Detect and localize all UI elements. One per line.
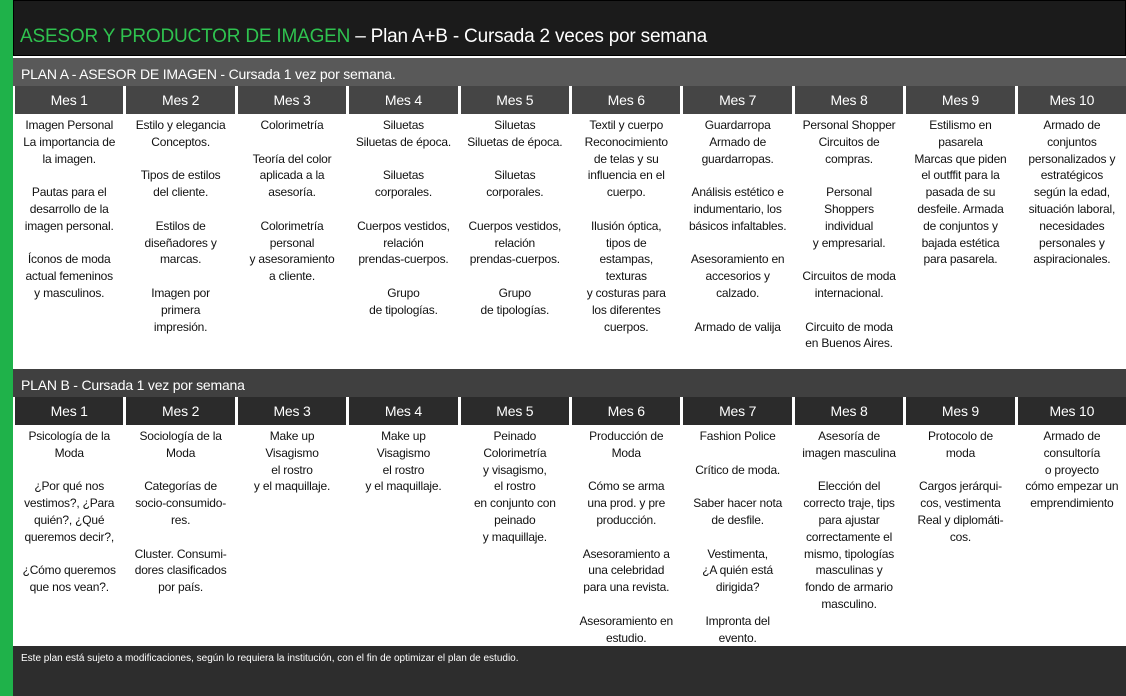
plan-a-content-5: Siluetas Siluetas de época. Siluetas corporales. Cuerpos vestidos, relación prendas-cuerpos. Grupo de tipologías. (467, 118, 563, 317)
plan-a-month-5: Mes 5 (461, 86, 569, 114)
plan-b-month-7: Mes 7 (683, 397, 791, 425)
plan-b-month-8: Mes 8 (795, 397, 903, 425)
plan-b-content-9: Protocolo de moda Cargos jerárqui- cos, vestimenta Real y diplomáti- cos. (917, 429, 1004, 544)
plan-b-month-1: Mes 1 (15, 397, 123, 425)
plan-a-month-4: Mes 4 (349, 86, 457, 114)
plan-a-month-2: Mes 2 (126, 86, 234, 114)
plan-a-content-6: Textil y cuerpo Reconocimiento de telas y su influencia en el cuerpo. Ilusión óptica, tipos de estampas, texturas y costuras para los diferentes cuerpos. (584, 118, 668, 334)
plan-a-content-4: Siluetas Siluetas de época. Siluetas corporales. Cuerpos vestidos, relación prendas-cuerpos. Grupo de tipologías. (355, 118, 451, 317)
plan-b-month-5: Mes 5 (461, 397, 569, 425)
plan-a-content-10: Armado de conjuntos personalizados y estratégicos según la edad, situación laboral, necesidades personales y aspiracionales. (1028, 118, 1116, 267)
plan-b-month-9: Mes 9 (906, 397, 1014, 425)
plan-b-month-4: Mes 4 (349, 397, 457, 425)
plan-summary: – Plan A+B - Cursada 2 veces por semana (350, 26, 708, 47)
study-plan (13, 0, 1126, 696)
plan-b-content-10: Armado de consultoría o proyecto cómo empezar un emprendimiento (1025, 429, 1119, 511)
plan-b-months (13, 397, 1126, 425)
plan-b-month-2: Mes 2 (126, 397, 234, 425)
header (13, 0, 1126, 56)
plan-a-content-7: Guardarropa Armado de guardarropas. Análisis estético e indumentario, los básicos infaltables. Asesoramiento en accesorios y calzado. Armado de valija (688, 118, 787, 334)
accent-bar (0, 0, 13, 696)
plan-a-content-8: Personal Shopper Circuitos de compras. Personal Shoppers individual y empresarial. Circuitos de moda internacional. Circuito de moda en Buenos Aires. (802, 118, 896, 351)
page-title (20, 26, 707, 48)
plan-b-content-4: Make up Visagismo el rostro y el maquillaje. (365, 429, 442, 494)
plan-b-month-10: Mes 10 (1018, 397, 1126, 425)
plan-a-month-8: Mes 8 (795, 86, 903, 114)
program-name: ASESOR Y PRODUCTOR DE IMAGEN (20, 26, 351, 47)
plan-a-content-3: Colorimetría Teoría del color aplicada a la asesoría. Colorimetría personal y asesoramiento a cliente. (249, 118, 335, 284)
plan-b-header: PLAN B - Cursada 1 vez por semana (13, 369, 1126, 397)
plan-a-contents (13, 117, 1126, 367)
plan-a-content-1: Imagen Personal La importancia de la imagen. Pautas para el desarrollo de la imagen personal. Íconos de moda actual femeninos y masculinos. (23, 118, 116, 300)
footer-note: Este plan está sujeto a modificaciones, según lo requiera la institución, con el fin de optimizar el plan de estudio. (13, 646, 1126, 696)
plan-a-month-3: Mes 3 (238, 86, 346, 114)
plan-b-month-3: Mes 3 (238, 397, 346, 425)
plan-a-header: PLAN A - ASESOR DE IMAGEN - Cursada 1 vez por semana. (13, 58, 1126, 86)
plan-a-month-7: Mes 7 (683, 86, 791, 114)
plan-b-contents (13, 428, 1126, 644)
plan-b-content-5: Peinado Colorimetría y visagismo, el rostro en conjunto con peinado y maquillaje. (473, 429, 556, 544)
plan-a-months (13, 86, 1126, 114)
plan-b-content-2: Sociología de la Moda Categorías de socio-consumido- res. Cluster. Consumi- dores clasificados por país. (134, 429, 227, 595)
plan-a-content-9: Estilismo en pasarela Marcas que piden el outffit para la pasada de su desfeile. Armada de conjuntos y bajada estética para pasarela. (914, 118, 1007, 267)
plan-a-month-6: Mes 6 (572, 86, 680, 114)
plan-b-content-8: Asesoría de imagen masculina Elección del correcto traje, tips para ajustar correctamente el mismo, tipologías masculinas y fondo de armario masculino. (802, 429, 896, 611)
plan-b-content-3: Make up Visagismo el rostro y el maquillaje. (253, 429, 331, 494)
plan-a-month-10: Mes 10 (1018, 86, 1126, 114)
plan-a-month-1: Mes 1 (15, 86, 123, 114)
plan-b-month-6: Mes 6 (572, 397, 680, 425)
plan-a-month-9: Mes 9 (906, 86, 1014, 114)
plan-a-content-2: Estilo y elegancia Conceptos. Tipos de estilos del cliente. Estilos de diseñadores y marcas. Imagen por primera impresión. (135, 118, 226, 334)
plan-b-content-6: Producción de Moda Cómo se arma una prod. y pre producción. Asesoramiento a una celebridad para una revista. Asesoramiento en estudio. (579, 429, 673, 645)
plan-b-content-1: Psicología de la Moda ¿Por qué nos vestimos?, ¿Para quién?, ¿Qué queremos decir?, ¿Cómo queremos que nos vean?. (22, 429, 116, 595)
plan-b-content-7: Fashion Police Crítico de moda. Saber hacer nota de desfile. Vestimenta, ¿A quién está dirigida? Impronta del evento. (693, 429, 783, 645)
